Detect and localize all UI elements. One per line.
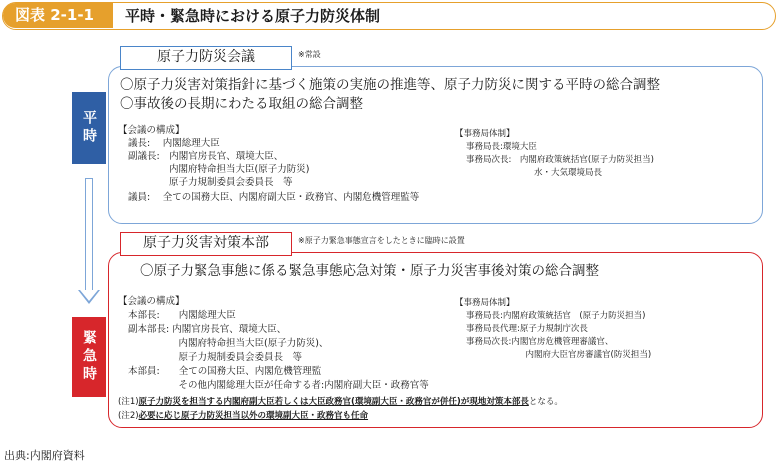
footnote-2-text: 必要に応じ原子力防災担当以外の環境副大臣・政務官も任命 bbox=[138, 411, 369, 421]
peace-secretariat-line: 事務局次長: 内閣府政策統括官(原子力防災担当) bbox=[466, 155, 654, 165]
peace-point-1: 〇原子力災害対策指針に基づく施策の実施の推進等、原子力防災に関する平時の総合調整 bbox=[120, 77, 660, 93]
emergency-hq-name: 原子力災害対策本部 bbox=[120, 232, 292, 256]
emergency-secretariat-line: 事務局次長:内閣官房危機管理審議官、 bbox=[466, 337, 614, 347]
side-label-emergency: 緊急時 bbox=[72, 317, 106, 397]
figure-label: 図表 2-1-1 bbox=[3, 3, 113, 28]
transition-arrow-shaft bbox=[85, 178, 93, 292]
peace-secretariat-line: 事務局長:環境大臣 bbox=[466, 142, 537, 152]
peace-composition-line: 議長: 内閣総理大臣 bbox=[128, 138, 220, 149]
peace-council-note: ※常設 bbox=[298, 50, 321, 59]
emergency-composition-line: 内閣府特命担当大臣(原子力防災)、 bbox=[128, 338, 329, 349]
emergency-secretariat-line: 事務局長:内閣府政策統括官 (原子力防災担当) bbox=[466, 311, 646, 321]
emergency-composition-line: 本部員: 全ての国務大臣、内閣危機管理監 bbox=[128, 366, 322, 377]
header-frame bbox=[2, 2, 776, 30]
transition-arrow-fill bbox=[80, 290, 98, 301]
emergency-composition-line: 副本部長: 内閣官房長官、環境大臣、 bbox=[128, 324, 287, 335]
emergency-footnote-1 bbox=[118, 396, 563, 408]
side-label-peace: 平時 bbox=[72, 92, 106, 164]
emergency-secretariat-line: 事務局長代理:原子力規制庁次長 bbox=[466, 324, 588, 334]
emergency-composition-title: 【会議の構成】 bbox=[118, 296, 185, 307]
peace-composition-title: 【会議の構成】 bbox=[118, 125, 185, 136]
peace-composition-line: 副議長: 内閣官房長官、環境大臣、 bbox=[128, 151, 284, 162]
figure-title: 平時・緊急時における原子力防災体制 bbox=[125, 7, 381, 25]
emergency-secretariat-line: 内閣府大臣官房審議官(防災担当) bbox=[466, 350, 652, 360]
emergency-footnote-2 bbox=[118, 410, 368, 422]
peace-composition-line: 原子力規制委員会委員長 等 bbox=[128, 177, 293, 188]
emergency-hq-note: ※原子力緊急事態宣言をしたときに臨時に設置 bbox=[298, 236, 465, 245]
emergency-composition-line: その他内閣総理大臣が任命する者:内閣府副大臣・政務官等 bbox=[128, 380, 429, 391]
peace-secretariat-title: 【事務局体制】 bbox=[455, 129, 515, 139]
peace-composition-line: 議員: 全ての国務大臣、内閣府副大臣・政務官、内閣危機管理監等 bbox=[128, 192, 420, 203]
source-note: 出典:内閣府資料 bbox=[4, 449, 85, 462]
footnote-2-prefix: (注2) bbox=[118, 411, 139, 421]
footnote-1-prefix: (注1) bbox=[118, 397, 139, 407]
emergency-composition-line: 原子力規制委員会委員長 等 bbox=[128, 352, 303, 363]
emergency-secretariat-title: 【事務局体制】 bbox=[455, 298, 515, 308]
peace-secretariat-line: 水・大気環境局長 bbox=[466, 168, 603, 178]
footnote-1-text: 原子力防災を担当する内閣府副大臣若しくは大臣政務官(環境副大臣・政務官が併任)が現地対策本部長 bbox=[138, 397, 529, 407]
emergency-composition-line: 本部長: 内閣総理大臣 bbox=[128, 310, 236, 321]
footnote-1-suffix: となる。 bbox=[528, 397, 563, 407]
peace-point-2: 〇事故後の長期にわたる取組の総合調整 bbox=[120, 96, 363, 112]
emergency-point-1: 〇原子力緊急事態に係る緊急事態応急対策・原子力災害事後対策の総合調整 bbox=[140, 263, 599, 279]
peace-composition-line: 内閣府特命担当大臣(原子力防災) bbox=[128, 164, 310, 175]
peace-council-name: 原子力防災会議 bbox=[120, 46, 292, 70]
